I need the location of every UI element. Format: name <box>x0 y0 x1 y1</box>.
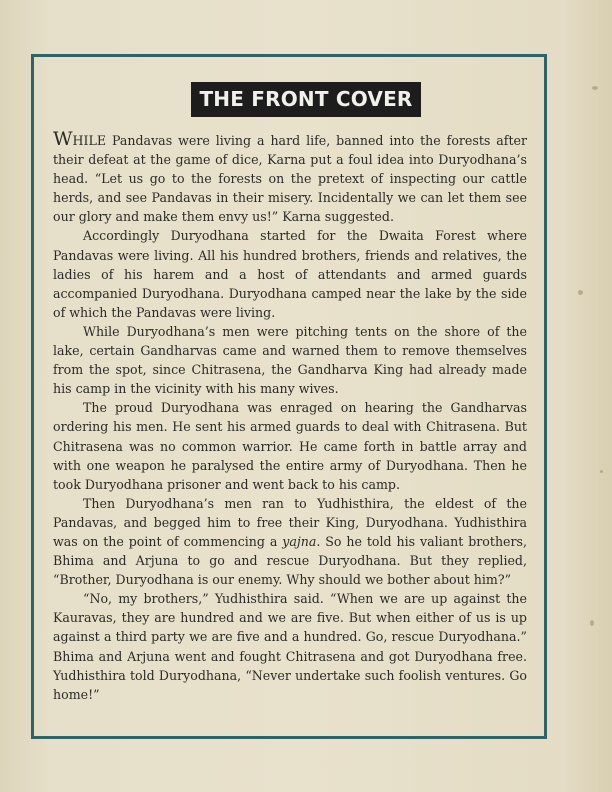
paragraph-4: The proud Duryodhana was enraged on hearing the Gandharvas ordering his men. He sent his armed guards to deal with Chitrasena. But Chitrasena was no common warrior. He came forth in battle array and with one weapon he paralysed the entire army of Duryodhana. Then he took Duryodhana prisoner and went back to his camp. <box>53 400 527 492</box>
paragraph-1 <box>53 128 527 226</box>
paragraph-5-text-before: Then Duryodhana’s men ran to Yudhisthira, the eldest of the Pandavas, and begged him to free their King, Duryodhana. Yudhisthira was on the point of commencing a <box>53 495 527 549</box>
paragraph-6: “No, my brothers,” Yudhisthira said. “When we are up against the Kauravas, they are hundred and we are five. But when either of us is up against a third party we are five and a hundred. Go, rescue Duryodhana.” Bhima and Arjuna went and fought Chitrasena and got Duryodhana free. Yudhisthira told Duryodhana, “Never undertake such foolish ventures. Go home!” <box>53 591 527 702</box>
paragraph-5 <box>53 494 527 589</box>
paper-speck <box>600 470 603 473</box>
drop-cap: W <box>53 128 73 150</box>
paragraph-5-italic: yajna <box>282 533 317 549</box>
paper-speck <box>590 620 594 626</box>
paper-speck <box>578 290 583 295</box>
paragraph-3: While Duryodhana’s men were pitching tents on the shore of the lake, certain Gandharvas came and warned them to remove themselves from the spot, since Chitrasena, the Gandharva King had already made his camp in the vicinity with his many wives. <box>53 323 527 397</box>
article-body <box>53 128 527 704</box>
paragraph-5-text-after: . So he told his valiant brothers, Bhima and Arjuna to go and rescue Duryodhana. But they replied, “Brother, Duryodhana is our enemy. Why should we bother about him?” <box>53 533 527 588</box>
title-container <box>0 82 612 117</box>
paragraph-1-text: HILE Pandavas were living a hard life, banned into the forests after their defeat at the game of dice, Karna put a foul idea into Duryodhana’s head. “Let us go to the forests on the pretext of inspecting our cattle herds, and see Pandavas in their misery. Incidentally we can let them see our glory and make them envy us!” Karna suggested. <box>53 133 527 225</box>
paragraph-2: Accordingly Duryodhana started for the Dwaita Forest where Pandavas were living. All his hundred brothers, friends and relatives, the ladies of his harem and a host of attendants and armed guards accompanied Duryodhana. Duryodhana camped near the lake by the side of which the Pandavas were living. <box>53 228 527 320</box>
page-title: THE FRONT COVER <box>191 82 420 117</box>
